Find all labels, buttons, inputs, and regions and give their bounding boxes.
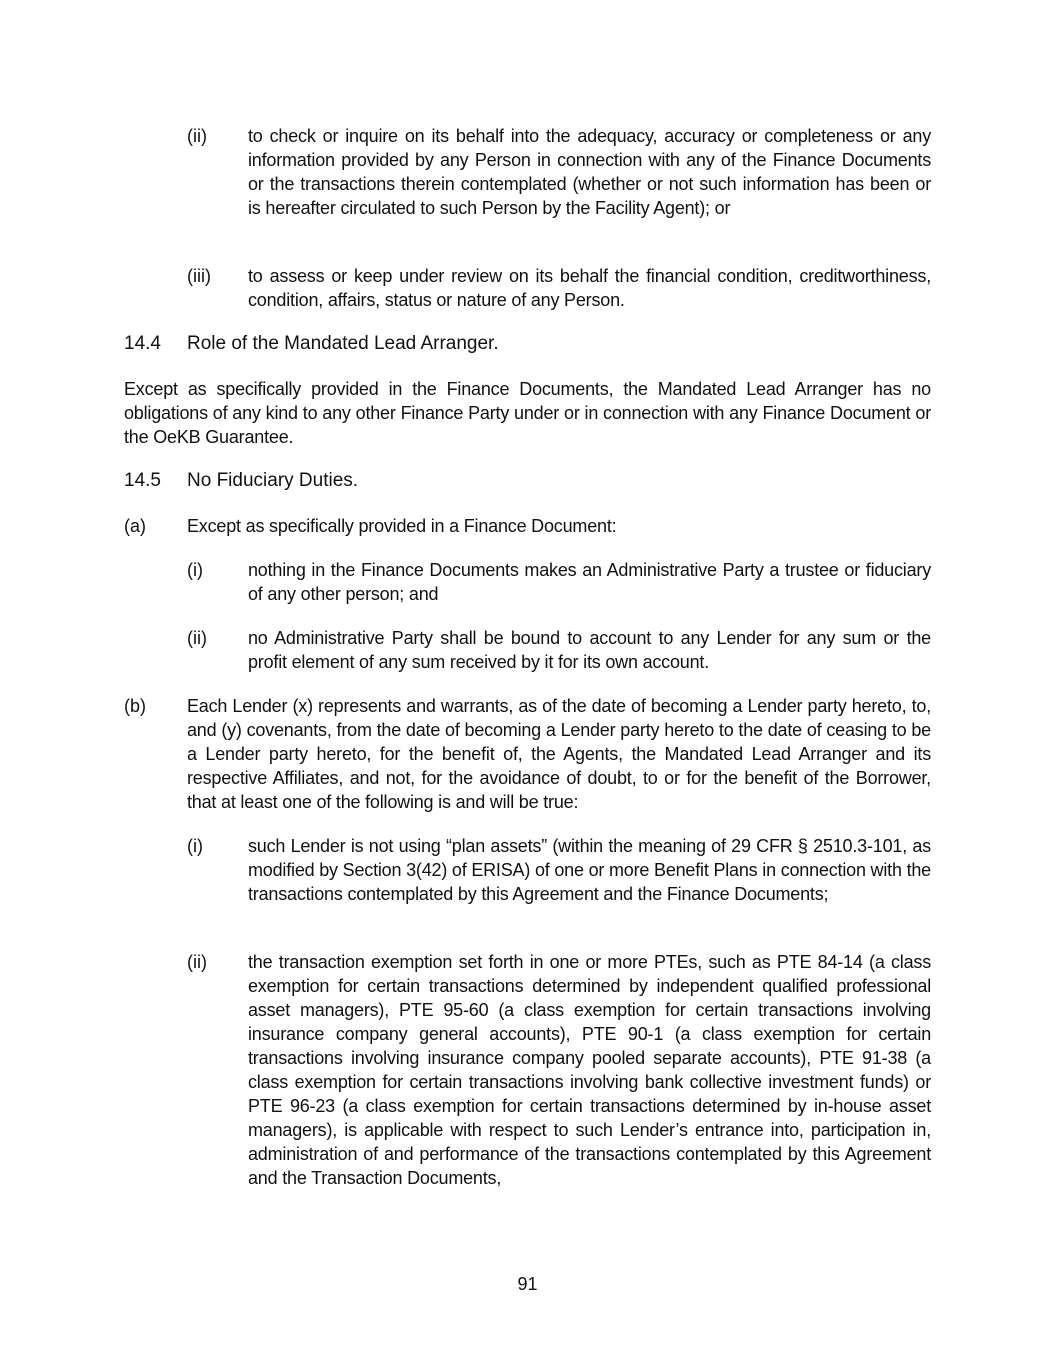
clause-b-ii-label: (ii) [187,952,207,972]
clause-a-text: Except as specifically provided in a Finance Document: [187,516,617,536]
clause-a-i-text: nothing in the Finance Documents makes an Administrative Party a trustee or fiduciary of any other person; and [248,560,931,604]
clause-b-i-label: (i) [187,836,203,856]
item-ii-label: (ii) [187,126,207,146]
clause-a-ii-label: (ii) [187,628,207,648]
clause-b-i-text: such Lender is not using “plan assets” (within the meaning of 29 CFR § 2510.3-101, as modified by Section 3(42) of ERISA) of one or more Benefit Plans in connection with the transactions contemplated by this Agreement and the Finance Documents; [248,836,931,904]
item-ii-text: to check or inquire on its behalf into the adequacy, accuracy or completeness or any information provided by any Person in connection with any of the Finance Documents or the transactions therein contemplated (whether or not such information has been or is hereafter circulated to such Person by the Facility Agent); or [248,126,931,218]
page-number: 91 [517,1274,538,1294]
clause-b-label: (b) [124,696,146,716]
clause-b-ii-text: the transaction exemption set forth in one or more PTEs, such as PTE 84-14 (a class exemption for certain transactions determined by independent qualified professional asset managers), PTE 95-60 (a class exemption for certain transactions involving insurance company general accounts), PTE 90-1 (a class exemption for certain transactions involving insurance company pooled separate accounts), PTE 91-38 (a class exemption for certain transactions involving bank collective investment funds) or PTE 96-23 (a class exemption for certain transactions determined by in-house asset managers), is applicable with respect to such Lender’s entrance into, participation in, administration of and performance of the transactions contemplated by this Agreement and the Transaction Documents, [248,952,931,1188]
item-iii-label: (iii) [187,266,211,286]
section-14-5-number: 14.5 [124,470,161,491]
clause-a-ii-text: no Administrative Party shall be bound to account to any Lender for any sum or the profit element of any sum received by it for its own account. [248,628,931,672]
section-14-4-body: Except as specifically provided in the Finance Documents, the Mandated Lead Arranger has no obligations of any kind to any other Finance Party under or in connection with any Finance Document or the OeKB Guarantee. [124,379,931,447]
section-14-4-title: Role of the Mandated Lead Arranger. [187,333,499,354]
clause-b-text: Each Lender (x) represents and warrants, as of the date of becoming a Lender party hereto, to, and (y) covenants, from the date of becoming a Lender party hereto to the date of ceasing to be a Lender party hereto, for the benefit of, the Agents, the Mandated Lead Arranger and its respective Affiliates, and not, for the avoidance of doubt, to or for the benefit of the Borrower, that at least one of the following is and will be true: [187,696,931,812]
item-iii-text: to assess or keep under review on its behalf the financial condition, creditworthiness, condition, affairs, status or nature of any Person. [248,266,931,310]
section-14-5-title: No Fiduciary Duties. [187,470,359,491]
section-14-4-number: 14.4 [124,333,161,354]
clause-a-i-label: (i) [187,560,203,580]
clause-a-label: (a) [124,516,146,536]
